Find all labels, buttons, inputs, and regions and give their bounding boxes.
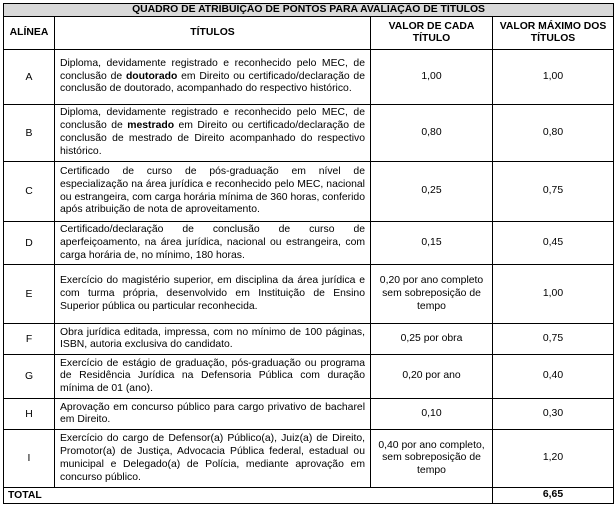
row-valor: 0,20 por ano [371,355,493,399]
row-alinea: I [4,430,55,488]
total-value: 6,65 [493,488,614,504]
row-valor: 1,00 [371,50,493,105]
row-alinea: F [4,324,55,355]
titulo-text: Obra jurídica editada, impressa, com no mínimo de 100 páginas, ISBN, autoria exclusiva do candidato. [60,326,365,351]
row-titulo [55,324,371,355]
row-maximo: 1,00 [493,50,614,105]
row-alinea: D [4,222,55,265]
titulo-text: Diploma, devidamente registrado e reconhecido pelo MEC, de conclusão de [60,57,365,82]
row-alinea: A [4,50,55,105]
table-caption-row [4,4,614,17]
row-maximo: 1,00 [493,265,614,324]
titulo-keyword: doutorado [125,70,178,82]
row-valor: 0,25 [371,162,493,222]
header-maximo: VALOR MÁXIMO DOS TÍTULOS [493,17,614,50]
row-maximo: 0,45 [493,222,614,265]
table-row [4,430,614,488]
row-maximo: 0,30 [493,399,614,430]
row-valor: 0,10 [371,399,493,430]
titulo-keyword: mestrado [127,120,175,132]
row-titulo [55,265,371,324]
row-valor: 0,40 por ano completo, sem sobreposição de tempo [371,430,493,488]
table-row [4,222,614,265]
row-maximo: 0,80 [493,105,614,162]
row-alinea: E [4,265,55,324]
row-maximo: 1,20 [493,430,614,488]
titulo-text: Exercício de estágio de graduação, pós-graduação ou programa de Residência Jurídica na Defensoria Pública com duração mínima de 01 (ano). [60,357,365,395]
row-titulo [55,162,371,222]
titulo-text: Exercício do cargo de Defensor(a) Público(a), Juiz(a) de Direito, Promotor(a) de Justiça, Advocacia Pública federal, estadual ou municipal e Delegado(a) de Polícia, mediante aprovação em concurso público. [60,433,365,483]
row-valor: 0,25 por obra [371,324,493,355]
table-row [4,105,614,162]
row-valor: 0,15 [371,222,493,265]
titulo-text: Diploma, devidamente registrado e reconhecido pelo MEC, de conclusão de [60,107,365,132]
row-titulo [55,50,371,105]
row-alinea: G [4,355,55,399]
header-valor: VALOR DE CADA TÍTULO [371,17,493,50]
header-titulos: TÍTULOS [55,17,371,50]
row-maximo: 0,75 [493,324,614,355]
table-caption: QUADRO DE ATRIBUIÇÃO DE PONTOS PARA AVALIAÇÃO DE TÍTULOS [4,4,614,17]
titulo-text: Certificado/declaração de conclusão de curso de aperfeiçoamento, na área jurídica, nacional ou estrangeira, com carga horária de, no mínimo, 180 horas. [60,224,365,261]
row-titulo [55,430,371,488]
row-titulo [55,105,371,162]
table-row [4,355,614,399]
row-alinea: C [4,162,55,222]
titulo-text: Exercício do magistério superior, em disciplina da área jurídica e com turma própria, desenvolvido em Instituição de Ensino Superior pública ou particular reconhecida. [60,275,365,312]
header-alinea: ALÍNEA [4,17,55,50]
total-label: TOTAL [4,488,493,504]
row-valor: 0,20 por ano completo sem sobreposição de tempo [371,265,493,324]
row-maximo: 0,40 [493,355,614,399]
points-table [3,3,614,504]
row-titulo [55,355,371,399]
row-maximo: 0,75 [493,162,614,222]
row-titulo [55,222,371,265]
table-row [4,324,614,355]
row-valor: 0,80 [371,105,493,162]
titulo-text: Certificado de curso de pós-graduação em nível de especialização na área jurídica e reconhecido pelo MEC, nacional ou estrangeira, com carga horária mínima de 360 horas, conferido após atribuição de nota de aproveitamento. [60,165,365,216]
titulo-text: Aprovação em concurso público para cargo privativo de bacharel em Direito. [60,401,365,426]
table-row [4,399,614,430]
titulo-text-end: em Direito ou certificado/declaração de conclusão de doutorado, acompanhado do respectivo histórico. [60,70,365,95]
table-row [4,50,614,105]
titulo-text-end: em Direito ou certificado/declaração de conclusão de mestrado de Direito acompanhado do respectivo histórico. [60,120,365,157]
document-page [3,3,613,504]
table-row [4,162,614,222]
row-alinea: B [4,105,55,162]
total-row [4,488,614,504]
row-alinea: H [4,399,55,430]
table-row [4,265,614,324]
row-titulo [55,399,371,430]
table-header-row [4,17,614,50]
